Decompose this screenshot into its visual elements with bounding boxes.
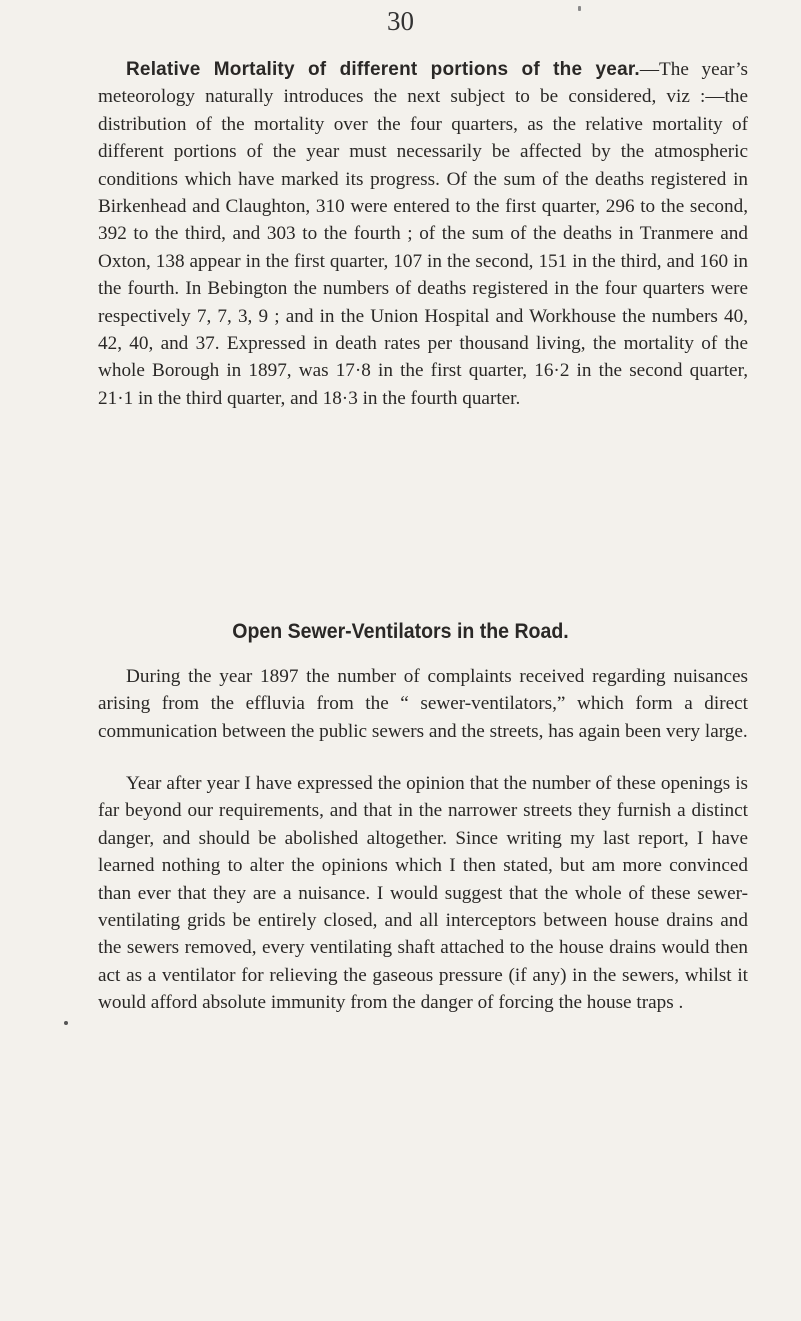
mortality-body: —The year’s meteorology naturally introduces the next subject to be considered, viz :—the distribution of the mortality over the four quarters, as the relative mortality of different portions of the year must necessarily be affected by the atmospheric conditions which have marked its progress. Of the sum of the deaths registered in Birkenhead and Claughton, 310 were entered to the first quarter, 296 to the second, 392 to the third, and 303 to the fourth ; of the sum of the deaths in Tranmere and Oxton, 138 appear in the first quarter, 107 in the second, 151 in the third, and 160 in the fourth. In Bebington the numbers of deaths registered in the four quarters were respectively 7, 7, 3, 9 ; and in the Union Hospital and Workhouse the numbers 40, 42, 40, and 37. Expressed in death rates per thousand living, the mortality of the whole Borough in 1897, was 17·8 in the first quarter, 16·2 in the second quarter, 21·1 in the third quarter, and 18·3 in the fourth quarter. [98,59,748,409]
margin-dot [64,1021,68,1025]
complaints-paragraph: During the year 1897 the number of complaints received regarding nuisances arising from the effluvia from the “ sewer-ventilators,” which form a direct communication between the public sewers and the streets, has again been very large. [98,666,748,742]
mortality-heading: Relative Mortality of different portions of the year. [126,59,640,80]
mortality-paragraph [98,56,748,412]
sewer-ventilators-heading: Open Sewer-Ventilators in the Road. [232,620,569,643]
opinion-paragraph: Year after year I have expressed the opinion that the number of these openings is far beyond our requirements, and that in the narrower streets they furnish a distinct danger, and should be abolished altogether. Since writing my last report, I have learned nothing to alter the opinions which I then stated, but am more convinced than ever that they are a nuisance. I would suggest that the whole of these sewer-ventilating grids be entirely closed, and all interceptors between house drains and the sewers removed, every ventilating shaft attached to the house drains would then act as a ventilator for relieving the gaseous pressure (if any) in the sewers, whilst it would afford absolute immunity from the danger of forcing the house traps . [98,773,748,1014]
page-number: 30 [387,6,414,36]
